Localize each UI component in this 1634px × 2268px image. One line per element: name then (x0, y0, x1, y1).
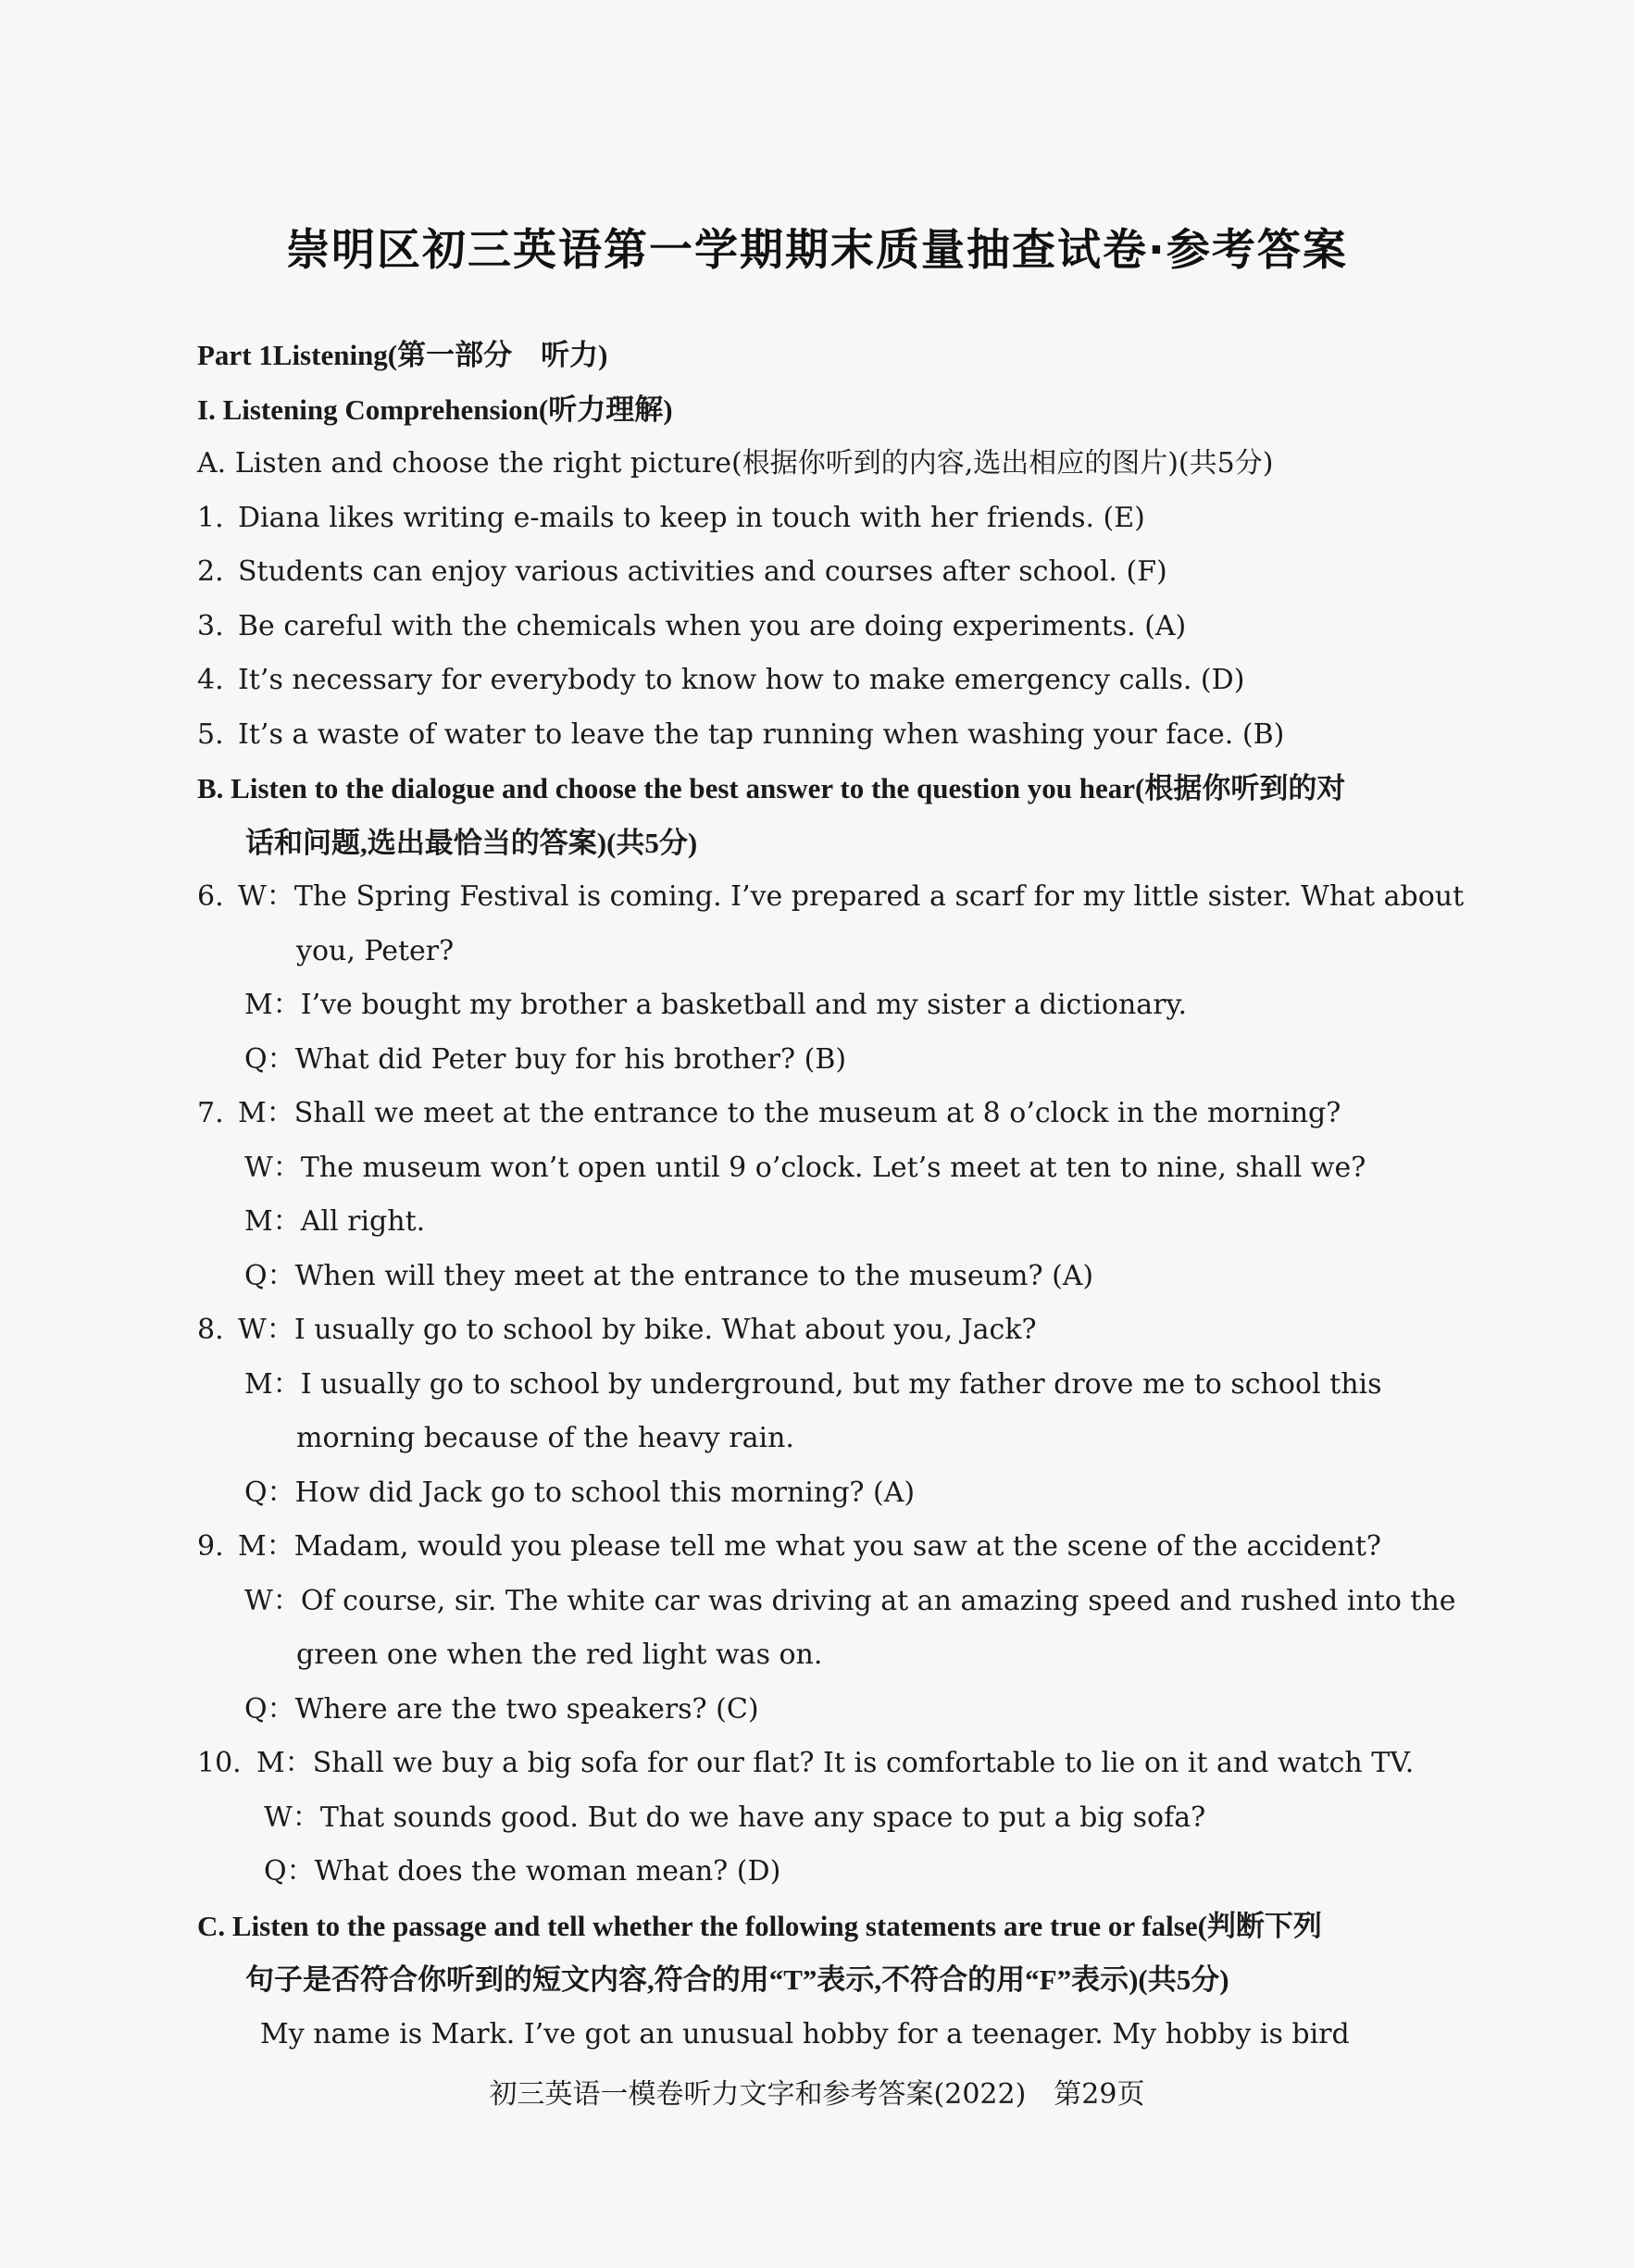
dialogue-text: W：The Spring Festival is coming. I’ve prepared a scarf for my little sister. What about (238, 880, 1465, 913)
dialogue-line: W：Of course, sir. The white car was driving at an amazing speed and rushed into the (244, 1584, 1456, 1617)
section-heading: I. Listening Comprehension(听力理解) (197, 393, 673, 426)
section-b-heading: B. Listen to the dialogue and choose the best answer to the question you hear(根据你听到的对 (197, 772, 1346, 804)
item-number: 10. (197, 1747, 242, 1779)
section-c-heading-cont: 句子是否符合你听到的短文内容,符合的用“T”表示,不符合的用“F”表示)(共5分) (245, 1963, 1229, 1996)
dialogue-text: M：Madam, would you please tell me what you saw at the scene of the accident? (238, 1530, 1382, 1563)
page-footer: 初三英语一模卷听力文字和参考答案(2022) 第29页 (489, 2078, 1145, 2111)
dialogue-text: M：Shall we meet at the entrance to the museum at 8 o’clock in the morning? (238, 1097, 1341, 1129)
item-number: 1. (197, 501, 224, 534)
dialogue-text: W：I usually go to school by bike. What about you, Jack? (238, 1314, 1037, 1346)
dialogue-question: Q：How did Jack go to school this morning? (A) (244, 1476, 916, 1509)
dialogue-line: morning because of the heavy rain. (296, 1422, 794, 1454)
answer-item (197, 600, 1442, 654)
item-number: 8. (197, 1314, 224, 1346)
item-number: 9. (197, 1530, 224, 1563)
dialogue-line: W：That sounds good. But do we have any space to put a big sofa? (264, 1801, 1206, 1834)
item-text: It’s a waste of water to leave the tap running when washing your face. (B) (238, 717, 1285, 751)
page-title: 崇明区初三英语第一学期期末质量抽查试卷·参考答案 (286, 225, 1348, 276)
dialogue-line (197, 1737, 1442, 1791)
section-a-heading: A. Listen and choose the right picture(根据你听到的内容,选出相应的图片)(共5分) (197, 447, 1274, 480)
item-text: It’s necessary for everybody to know how to make emergency calls. (D) (238, 664, 1245, 696)
dialogue-text: M：Shall we buy a big sofa for our flat? It is comfortable to lie on it and watch TV. (256, 1747, 1415, 1779)
dialogue-question: Q：Where are the two speakers? (C) (244, 1692, 759, 1726)
item-text: Students can enjoy various activities and courses after school. (F) (238, 555, 1167, 588)
item-number: 2. (197, 555, 224, 588)
dialogue-line (197, 1303, 1442, 1358)
section-b-heading-cont: 话和问题,选出最恰当的答案)(共5分) (245, 826, 698, 859)
item-number: 4. (197, 664, 224, 696)
dialogue-line (197, 1520, 1442, 1575)
item-text: Be careful with the chemicals when you are doing experiments. (A) (238, 609, 1187, 642)
answer-item (197, 708, 1442, 763)
item-number: 5. (197, 717, 224, 751)
item-number: 3. (197, 609, 224, 642)
dialogue-line (197, 1087, 1442, 1141)
answer-item (197, 545, 1442, 600)
dialogue-line: you, Peter? (296, 934, 455, 967)
answer-content (197, 329, 1465, 2062)
section-c-heading: C. Listen to the passage and tell whether the following statements are true or false(判断下列 (197, 1909, 1322, 1942)
item-number: 6. (197, 880, 224, 913)
dialogue-line: green one when the red light was on. (296, 1639, 823, 1671)
part-heading: Part 1Listening(第一部分 听力) (197, 339, 608, 371)
item-number: 7. (197, 1097, 224, 1129)
answer-item (197, 654, 1442, 708)
dialogue-line: M：I’ve bought my brother a basketball and my sister a dictionary. (244, 989, 1188, 1021)
answer-item (197, 492, 1442, 546)
dialogue-line: W：The museum won’t open until 9 o’clock. Let’s meet at ten to nine, shall we? (244, 1151, 1366, 1184)
dialogue-line (197, 870, 1465, 925)
dialogue-line: M：I usually go to school by underground, but my father drove me to school this (244, 1367, 1382, 1401)
item-text: Diana likes writing e-mails to keep in touch with her friends. (E) (238, 501, 1145, 534)
dialogue-question: Q：When will they meet at the entrance to the museum? (A) (244, 1259, 1094, 1292)
dialogue-question: Q：What did Peter buy for his brother? (B) (244, 1042, 847, 1076)
dialogue-question: Q：What does the woman mean? (D) (264, 1855, 781, 1888)
dialogue-line: M：All right. (244, 1205, 426, 1238)
passage-text: My name is Mark. I’ve got an unusual hobby for a teenager. My hobby is bird (260, 2017, 1350, 2050)
